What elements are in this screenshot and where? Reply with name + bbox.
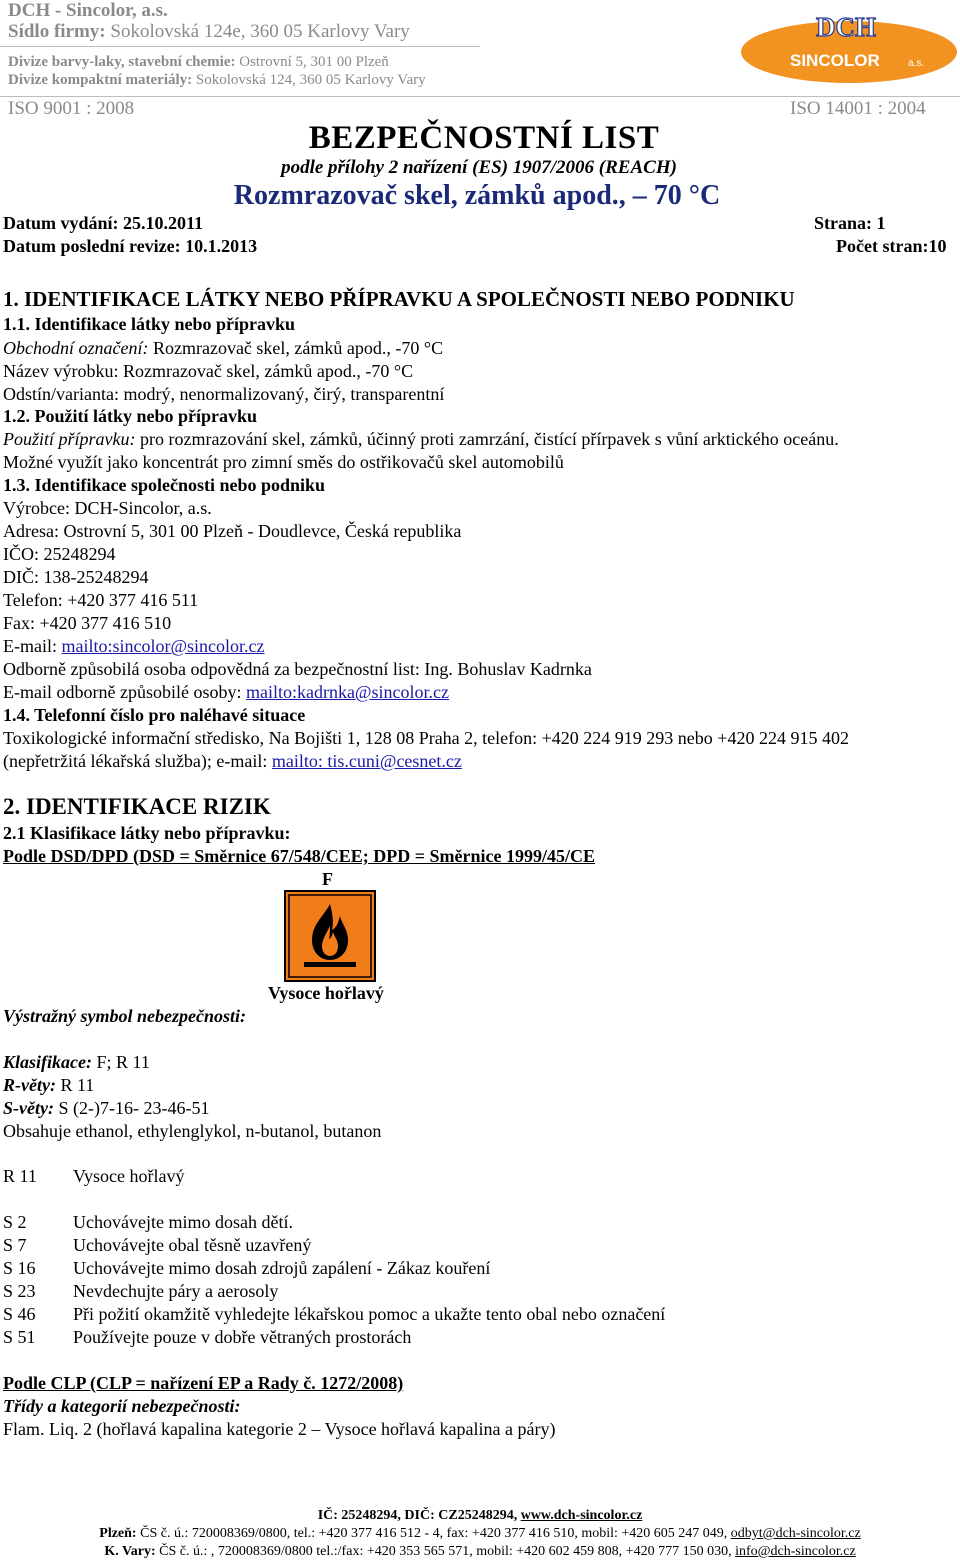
producer: Výrobce: DCH-Sincolor, a.s. <box>3 498 212 518</box>
contains-line: Obsahuje ethanol, ethylenglykol, n-butanol, butanon <box>3 1121 382 1141</box>
footer-line-1 <box>0 1508 960 1524</box>
s-phrases-summary <box>3 1098 209 1119</box>
classification-label: Klasifikace: <box>3 1052 92 1072</box>
header-divider-short <box>0 46 480 47</box>
emergency-line-2 <box>3 751 462 772</box>
s-phrase-row <box>0 1235 960 1258</box>
footer-line-2 <box>0 1526 960 1542</box>
issue-date-label: Datum vydání: <box>3 213 119 233</box>
seat-label: Sídlo firmy: <box>8 21 106 42</box>
classification <box>3 1052 150 1073</box>
section-1-heading: 1. IDENTIFIKACE LÁTKY NEBO PŘÍPRAVKU A SPOLEČNOSTI NEBO PODNIKU <box>3 287 795 311</box>
emergency-service-text: (nepřetržitá lékařská služba); e-mail: <box>3 751 268 771</box>
classification-value: F; R 11 <box>96 1052 150 1072</box>
fax: Fax: +420 377 416 510 <box>3 613 172 633</box>
r-phrases-summary <box>3 1075 94 1096</box>
s-phrase-code: S 7 <box>3 1235 27 1255</box>
shade-line: Odstín/varianta: modrý, nenormalizovaný, čirý, transparentní <box>3 384 445 404</box>
tis-email-link[interactable]: mailto: tis.cuni@cesnet.cz <box>271 751 462 771</box>
product-use <box>3 429 839 450</box>
page-number <box>814 213 886 234</box>
email-line <box>3 636 265 657</box>
footer-kvary-text: ČS č. ú.: , 720008369/0800 tel.:/fax: +420 353 565 571, mobil: +420 602 459 808, +420 777 150 030, <box>159 1544 732 1559</box>
s-phrase-code: S 23 <box>3 1281 36 1301</box>
hazard-symbol-caption: Vysoce hořlavý <box>268 983 384 1003</box>
seat-value: Sokolovská 124e, 360 05 Karlovy Vary <box>110 21 410 42</box>
section-1-3-heading: 1.3. Identifikace společnosti nebo podniku <box>3 475 326 495</box>
emergency-line: Toxikologické informační středisko, Na Bojišti 1, 128 08 Praha 2, telefon: +420 224 919 293 nebo +420 224 915 402 <box>3 728 849 748</box>
s-phrase-row <box>0 1304 960 1327</box>
document-subtitle: podle přílohy 2 nařízení (ES) 1907/2006 (REACH) <box>281 157 677 178</box>
trade-name-value: Rozmrazovač skel, zámků apod., -70 °C <box>152 338 444 358</box>
page-count-label: Počet stran: <box>836 236 929 256</box>
hazard-symbol-letter: F <box>322 869 333 889</box>
company-name: DCH - Sincolor, a.s. <box>8 0 168 21</box>
dch-sincolor-logo <box>740 8 958 84</box>
s-phrase-text: Uchovávejte mimo dosah zdrojů zapálení - Zákaz kouření <box>73 1258 491 1278</box>
header-divider <box>0 96 960 97</box>
s-phrase-code: S 2 <box>3 1212 27 1232</box>
s-phrase-text: Při požití okamžitě vyhledejte lékařskou pomoc a ukažte tento obal nebo označení <box>73 1304 666 1324</box>
ico: IČO: 25248294 <box>3 544 116 564</box>
product-use-value: pro rozmrazování skel, zámků, účinný proti zamrzání, čistící přírpavek s vůní arktického oceánu. <box>140 429 839 449</box>
section-1-4-heading: 1.4. Telefonní číslo pro naléhavé situace <box>3 705 306 725</box>
revision-date-label: Datum poslední revize: <box>3 236 181 256</box>
footer-odbyt-link[interactable]: odbyt@dch-sincolor.cz <box>730 1526 861 1541</box>
s-phrases-label: S-věty: <box>3 1098 54 1118</box>
logo-dch-text: DCH <box>816 12 876 42</box>
document-title: BEZPEČNOSTNÍ LIST <box>308 120 660 156</box>
iso-14001: ISO 14001 : 2004 <box>790 98 926 119</box>
s-phrase-code: S 46 <box>3 1304 36 1324</box>
revision-date-value: 10.1.2013 <box>185 236 258 256</box>
hazard-symbol-label: Výstražný symbol nebezpečnosti: <box>3 1006 246 1026</box>
division-1-value: Ostrovní 5, 301 00 Plzeň <box>239 54 389 70</box>
section-2-heading: 2. IDENTIFIKACE RIZIK <box>3 794 271 819</box>
division-2-label: Divize kompaktní materiály: <box>8 72 193 88</box>
expert-email-label: E-mail odborně způsobilé osoby: <box>3 682 242 702</box>
s-phrase-row <box>0 1281 960 1304</box>
hazard-classes-value: Flam. Liq. 2 (hořlavá kapalina kategorie 2 – Vysoce hořlavá kapalina a páry) <box>3 1419 556 1439</box>
s-phrase-code: S 51 <box>3 1327 36 1347</box>
expert-email-line <box>3 682 449 703</box>
s-phrases-value: S (2-)7-16- 23-46-51 <box>58 1098 210 1118</box>
s-phrase-text: Nevdechujte páry a aerosoly <box>73 1281 279 1301</box>
product-use-label: Použití přípravku: <box>3 429 136 449</box>
s-phrase-text: Používejte pouze v dobře větraných prostorách <box>73 1327 412 1347</box>
s-phrase-row <box>0 1212 960 1235</box>
dic: DIČ: 138-25248294 <box>3 567 149 587</box>
logo-suffix-text: a.s. <box>908 58 925 69</box>
division-2 <box>8 72 426 89</box>
division-2-value: Sokolovská 124, 360 05 Karlovy Vary <box>195 72 426 88</box>
section-1-2-heading: 1.2. Použití látky nebo přípravku <box>3 406 258 426</box>
revision-date <box>3 236 257 257</box>
product-use-line-2: Možné využít jako koncentrát pro zimní směs do ostřikovačů skel automobilů <box>3 452 564 472</box>
phone: Telefon: +420 377 416 511 <box>3 590 199 610</box>
clp-heading: Podle CLP (CLP = nařízení EP a Rady č. 1272/2008) <box>3 1373 404 1393</box>
s-phrase-row <box>0 1258 960 1281</box>
r-phrase-text: Vysoce hořlavý <box>73 1166 185 1186</box>
trade-name <box>3 338 443 359</box>
division-1-label: Divize barvy-laky, stavební chemie: <box>8 54 236 70</box>
hazard-classes-label: Třídy a kategorií nebezpečnosti: <box>3 1396 241 1416</box>
flame-icon <box>284 890 376 982</box>
footer-plzen-label: Plzeň: <box>99 1526 137 1541</box>
page-number-value: 1 <box>876 213 886 233</box>
company-seat <box>8 21 410 43</box>
page-number-label: Strana: <box>814 213 872 233</box>
s-phrase-text: Uchovávejte obal těsně uzavřený <box>73 1235 312 1255</box>
section-1-1-heading: 1.1. Identifikace látky nebo přípravku <box>3 314 296 334</box>
section-2-1-heading: 2.1 Klasifikace látky nebo přípravku: <box>3 823 291 843</box>
issue-date <box>3 213 203 234</box>
expert-email-link[interactable]: mailto:kadrnka@sincolor.cz <box>245 682 449 702</box>
email-link[interactable]: mailto:sincolor@sincolor.cz <box>61 636 265 656</box>
logo-sincolor-text: SINCOLOR <box>790 51 880 70</box>
footer-kvary-label: K. Vary: <box>104 1544 156 1559</box>
footer-info-link[interactable]: info@dch-sincolor.cz <box>735 1544 856 1559</box>
footer-ids: IČ: 25248294, DIČ: CZ25248294, <box>317 1508 518 1523</box>
product-title: Rozmrazovač skel, zámků apod., – 70 °C <box>233 180 721 211</box>
r-phrases-value: R 11 <box>60 1075 95 1095</box>
page-count <box>836 236 946 257</box>
footer-line-3 <box>0 1544 960 1560</box>
footer-website-link[interactable]: www.dch-sincolor.cz <box>520 1508 643 1523</box>
email-label: E-mail: <box>3 636 57 656</box>
product-name-line: Název výrobku: Rozmrazovač skel, zámků apod., -70 °C <box>3 361 414 381</box>
expert-person: Odborně způsobilá osoba odpovědná za bezpečnostní list: Ing. Bohuslav Kadrnka <box>3 659 592 679</box>
r-phrase-code: R 11 <box>3 1166 37 1186</box>
r-phrases-label: R-věty: <box>3 1075 56 1095</box>
address: Adresa: Ostrovní 5, 301 00 Plzeň - Doudlevce, Česká republika <box>3 521 462 541</box>
iso-9001: ISO 9001 : 2008 <box>8 98 135 119</box>
dsd-heading: Podle DSD/DPD (DSD = Směrnice 67/548/CEE; DPD = Směrnice 1999/45/CE <box>3 846 595 866</box>
s-phrase-row <box>0 1327 960 1350</box>
s-phrase-code: S 16 <box>3 1258 36 1278</box>
r-phrase-row <box>0 1166 960 1189</box>
division-1 <box>8 54 389 71</box>
footer-plzen-text: ČS č. ú.: 720008369/0800, tel.: +420 377 416 512 - 4, fax: +420 377 416 510, mobil: +420 605 247 049, <box>140 1526 728 1541</box>
trade-name-label: Obchodní označení: <box>3 338 149 358</box>
s-phrase-text: Uchovávejte mimo dosah dětí. <box>73 1212 293 1232</box>
page-count-value: 10 <box>928 236 947 256</box>
issue-date-value: 25.10.2011 <box>123 213 204 233</box>
